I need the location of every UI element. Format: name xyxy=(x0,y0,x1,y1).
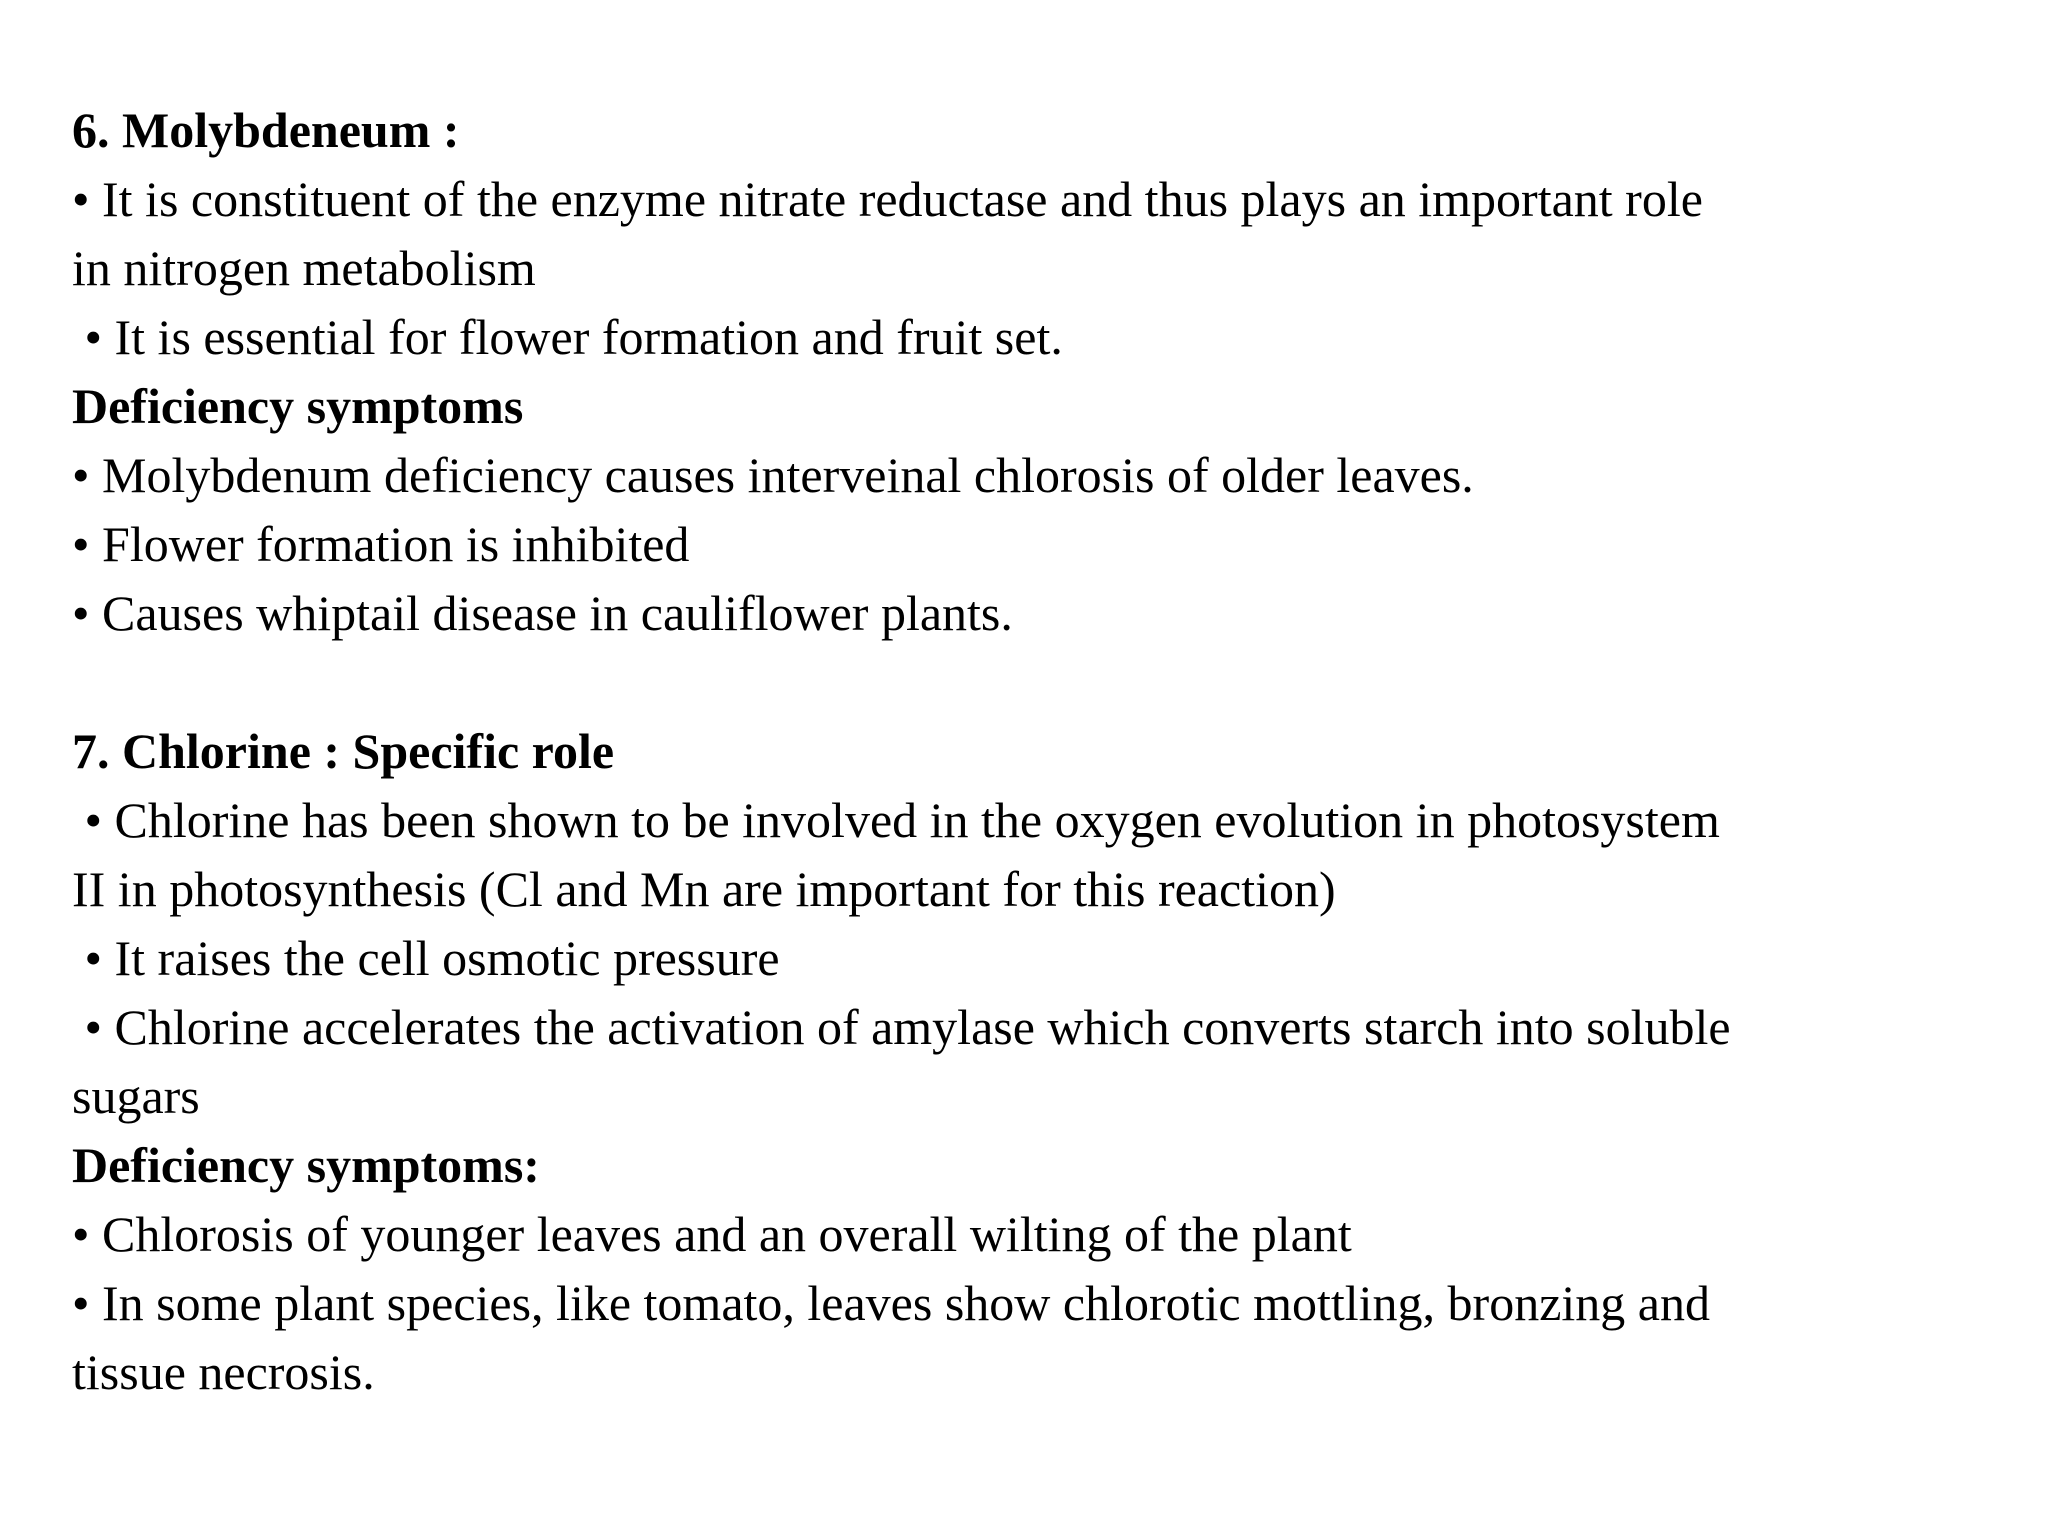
document-body xyxy=(72,96,2012,1407)
section-6-deficiency-1: • Molybdenum deficiency causes interveinal chlorosis of older leaves. xyxy=(72,447,1474,503)
section-6-title: 6. Molybdeneum : xyxy=(72,102,460,158)
section-7-deficiency-2: • In some plant species, like tomato, leaves show chlorotic mottling, bronzing and xyxy=(72,1275,1710,1331)
section-7-title: 7. Chlorine : Specific role xyxy=(72,723,615,779)
section-6-deficiency-3: • Causes whiptail disease in cauliflower plants. xyxy=(72,585,1013,641)
section-7-deficiency-1: • Chlorosis of younger leaves and an overall wilting of the plant xyxy=(72,1206,1352,1262)
section-7-role-line-3: • It raises the cell osmotic pressure xyxy=(72,930,780,986)
section-6-deficiency-heading: Deficiency symptoms xyxy=(72,378,524,434)
section-7-role-line-1: • Chlorine has been shown to be involved in the oxygen evolution in photosystem xyxy=(72,792,1720,848)
section-6-role-line-2: in nitrogen metabolism xyxy=(72,240,536,296)
section-7-role-line-4: • Chlorine accelerates the activation of amylase which converts starch into soluble xyxy=(72,999,1731,1055)
section-6-role-line-3: • It is essential for flower formation and fruit set. xyxy=(72,309,1063,365)
section-6-deficiency-2: • Flower formation is inhibited xyxy=(72,516,690,572)
section-7-role-line-5: sugars xyxy=(72,1068,200,1124)
section-7-role-line-2: II in photosynthesis (Cl and Mn are important for this reaction) xyxy=(72,861,1336,917)
section-6-role-line-1: • It is constituent of the enzyme nitrate reductase and thus plays an important role xyxy=(72,171,1703,227)
section-spacer xyxy=(72,648,2012,717)
section-7-deficiency-3: tissue necrosis. xyxy=(72,1344,375,1400)
section-7-deficiency-heading: Deficiency symptoms: xyxy=(72,1137,540,1193)
